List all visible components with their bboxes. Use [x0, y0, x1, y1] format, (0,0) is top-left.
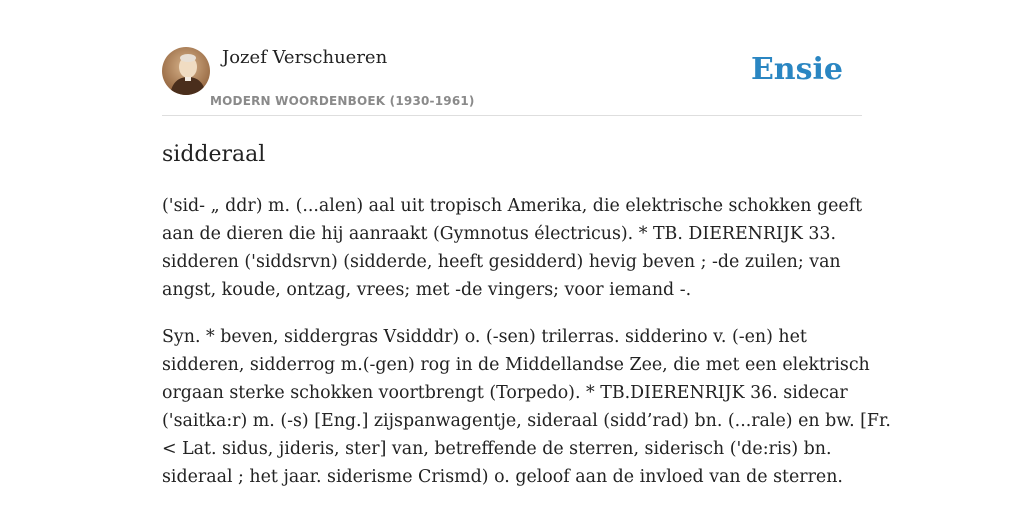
definition-line: angst, koude, ontzag, vrees; met -de vingers; voor iemand -.: [162, 280, 692, 300]
definition-line: ('sid- „ ddr) m. (...alen) aal uit tropisch Amerika, die elektrische schokken geeft: [162, 196, 863, 216]
definition-paragraph-2: [162, 323, 891, 491]
definition-line: orgaan sterke schokken voortbrengt (Torpedo). * TB.DIERENRIJK 36. sidecar: [162, 383, 848, 403]
definition-line: sideraal ; het jaar. siderisme Crismd) o. geloof aan de invloed van de sterren.: [162, 467, 843, 487]
author-avatar[interactable]: [162, 47, 210, 95]
definition-line: ('saitka:r) m. (-s) [Eng.] zijspanwagentje, sideraal (sidd’rad) bn. (...rale) en bw. [Fr.: [162, 411, 891, 431]
ensie-logo-link[interactable]: Ensie: [750, 52, 843, 87]
author-name[interactable]: Jozef Verschueren: [222, 47, 388, 68]
source-dictionary[interactable]: MODERN WOORDENBOEK (1930-1961): [210, 94, 475, 108]
definition-line: sidderen ('siddsrvn) (sidderde, heeft gesidderd) hevig beven ; -de zuilen; van: [162, 252, 841, 272]
header-divider: [162, 115, 862, 116]
definition-line: Syn. * beven, siddergras Vsidddr) o. (-sen) trilerras. sidderino v. (-en) het: [162, 327, 807, 347]
definition-line: < Lat. sidus, jideris, ster] van, betreffende de sterren, siderisch ('de:ris) bn.: [162, 439, 832, 459]
entry-headword: sidderaal: [162, 142, 266, 167]
author-portrait-icon: [162, 47, 210, 95]
definition-line: aan de dieren die hij aanraakt (Gymnotus électricus). * TB. DIERENRIJK 33.: [162, 224, 837, 244]
definition-line: sidderen, sidderrog m.(-gen) rog in de Middellandse Zee, die met een elektrisch: [162, 355, 870, 375]
definition-paragraph-1: [162, 192, 862, 304]
